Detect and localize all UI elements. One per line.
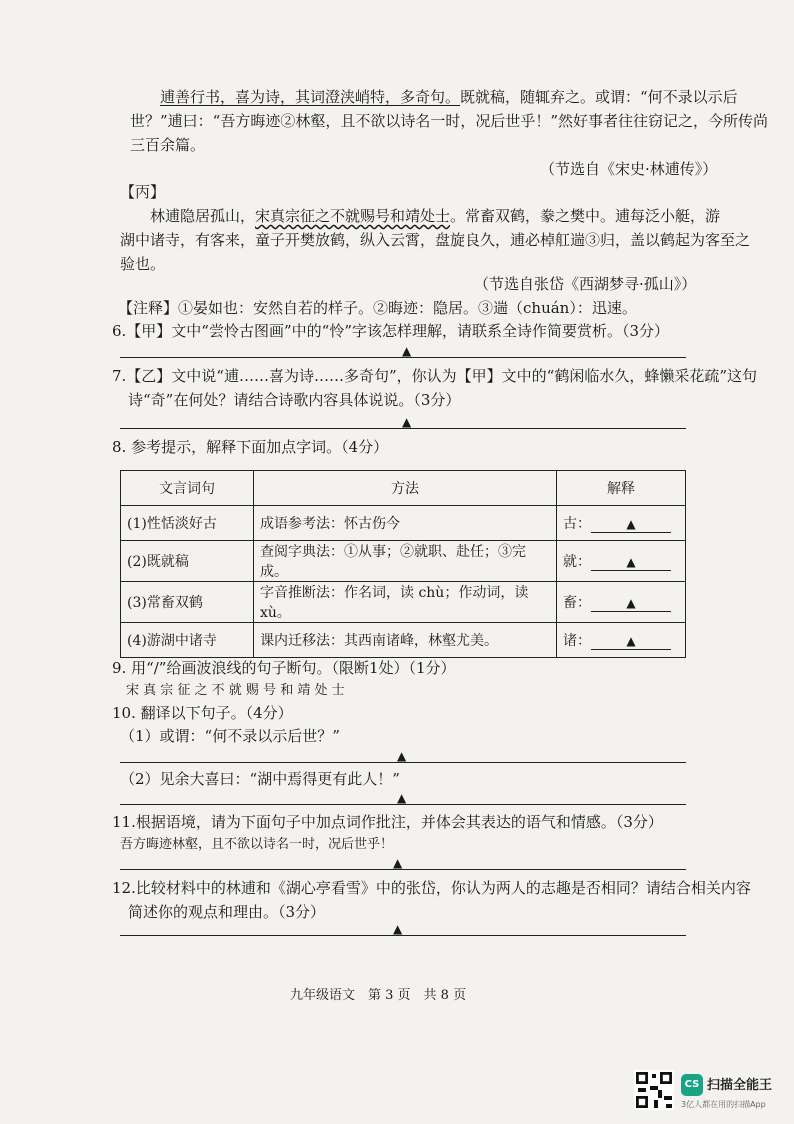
row-phrase: (3)常畜双鹤: [121, 582, 254, 623]
row-label: 畜：: [563, 595, 591, 611]
table-header: 方法: [254, 471, 557, 506]
answer-mark-q6: ▲: [402, 344, 412, 358]
yi-line-1: [160, 85, 738, 109]
annotation-notes: 【注释】①晏如也：安然自若的样子。②晦迹：隐居。③遄（chuán）：迅速。: [118, 299, 637, 317]
yi-underlined-sentence: 逋善行书，喜为诗，其词澄浃峭特，多奇句。: [160, 88, 461, 106]
q11-sentence: 吾方晦迹林壑，且不欲以诗名一时，况后世乎！: [120, 837, 394, 852]
table-row: [121, 623, 686, 658]
q9-sentence: 宋 真 宗 征 之 不 就 赐 号 和 靖 处 士: [126, 683, 345, 698]
question-9: 9. 用“/”给画波浪线的句子断句。（限断1处）（1分）: [112, 659, 456, 677]
answer-blank[interactable]: ▲: [591, 516, 671, 533]
answer-blank[interactable]: ▲: [591, 633, 671, 650]
row-method: 查阅字典法：①从事；②就职、赴任；③完成。: [254, 541, 557, 582]
question-6: 6.【甲】文中“尝怜古图画”中的“怜”字该怎样理解，请联系全诗作简要赏析。（3分）: [112, 322, 670, 340]
answer-blank[interactable]: ▲: [591, 595, 671, 612]
question-11: 11.根据语境，请为下面句子中加点词作批注，并体会其表达的语气和情感。（3分）: [112, 813, 663, 831]
table-row: [121, 506, 686, 541]
q10-sentence-2: （2）见余大喜曰：“湖中焉得更有此人！”: [120, 770, 400, 788]
vocab-table: [120, 470, 686, 658]
page-footer: 九年级语文 第 3 页 共 8 页: [290, 988, 467, 1003]
answer-mark-q10-2: ▲: [397, 791, 407, 805]
question-10: 10. 翻译以下句子。（4分）: [112, 704, 293, 722]
question-12-line-2: 简述你的观点和理由。（3分）: [128, 903, 326, 921]
question-7-line-1: 7.【乙】文中说“逋……喜为诗……多奇句”，你认为【甲】文中的“鹤闲临水久，蜂懒采花疏”这句: [112, 367, 757, 385]
question-7-text: 诗“奇”在何处？请结合诗歌内容具体说说。（3分）: [128, 391, 461, 409]
table-header: 解释: [557, 471, 686, 506]
camscanner-logo-icon: CS: [681, 1074, 703, 1096]
yi-line-1-rest: 既就稿，随辄弃之。或谓：“何不录以示后: [460, 88, 738, 106]
row-phrase: (1)性恬淡好古: [121, 506, 254, 541]
answer-line-q10-1: [120, 762, 686, 763]
row-label: 诸：: [563, 633, 591, 649]
bing-line-2: 湖中诸寺，有客来，童子开樊放鹤，纵入云霄，盘旋良久，逋必棹舡遄③归，盖以鹤起为客至之: [120, 231, 751, 249]
row-label: 古：: [563, 516, 591, 532]
row-label: 就：: [563, 554, 591, 570]
row-method: 字音推断法：作名词，读 chù；作动词，读 xù。: [254, 582, 557, 623]
yi-line-3: 三百余篇。: [130, 136, 206, 154]
yi-source: （节选自《宋史·林逋传》）: [540, 160, 718, 178]
bing-source: （节选自张岱《西湖梦寻·孤山》）: [474, 275, 697, 293]
watermark-title: 扫描全能王: [707, 1078, 773, 1093]
row-phrase: (4)游湖中诸寺: [121, 623, 254, 658]
row-answer: [557, 506, 686, 541]
yi-line-2: 世？”逋曰：“吾方晦迹②林壑，且不欲以诗名一时，况后世乎！”然好事者往往窃记之，今所传尚: [130, 112, 769, 130]
answer-mark-q11: ▲: [393, 856, 403, 870]
table-row: [121, 582, 686, 623]
row-phrase: (2)既就稿: [121, 541, 254, 582]
bing-line-3: 验也。: [120, 255, 166, 273]
row-answer: [557, 541, 686, 582]
watermark-subtitle: 3亿人都在用的扫描App: [681, 1100, 766, 1109]
question-8: 8. 参考提示，解释下面加点字词。（4分）: [112, 438, 389, 456]
table-header-row: [121, 471, 686, 506]
row-method: 课内迁移法：其西南诸峰，林壑尤美。: [254, 623, 557, 658]
row-answer: [557, 582, 686, 623]
row-method: 成语参考法：怀古伤今: [254, 506, 557, 541]
answer-mark-q12: ▲: [393, 922, 403, 936]
answer-line-q7: [120, 428, 686, 429]
table-header: 文言词句: [121, 471, 254, 506]
row-answer: [557, 623, 686, 658]
qr-code-icon: [634, 1070, 674, 1110]
bing-line-1-a: 林逋隐居孤山，: [150, 207, 256, 225]
question-12-line-1: 12.比较材料中的林逋和《湖心亭看雪》中的张岱，你认为两人的志趣是否相同？请结合相关内容: [112, 879, 751, 897]
bing-line-1: [150, 204, 720, 228]
answer-line-q11: [120, 869, 686, 870]
q10-sentence-1: （1）或谓：“何不录以示后世？”: [120, 727, 340, 745]
answer-line-q12: [120, 935, 686, 936]
answer-line-q10-2: [120, 804, 686, 805]
bing-wavy-sentence: 宋真宗征之不就赐号和靖处士: [255, 207, 451, 225]
bing-line-1-b: 。常畜双鹤，豢之樊中。逋每泛小艇，游: [450, 207, 721, 225]
bing-heading: 【丙】: [120, 183, 166, 201]
answer-blank[interactable]: ▲: [591, 554, 671, 571]
answer-mark-q10-1: ▲: [397, 749, 407, 763]
answer-mark-q7: ▲: [402, 415, 412, 429]
answer-line-q6: [120, 357, 686, 358]
question-7-line-2: [128, 388, 460, 412]
table-row: [121, 541, 686, 582]
